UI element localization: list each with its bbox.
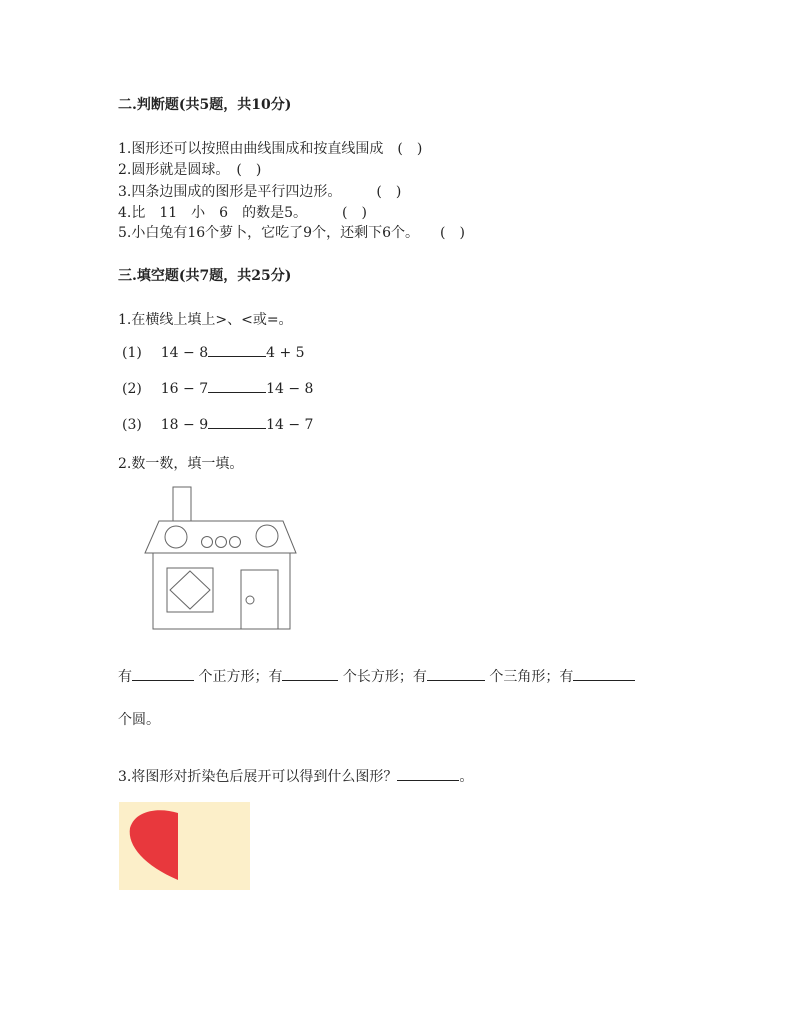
answer-blank-rectangles[interactable] <box>282 679 338 681</box>
chimney-rectangle <box>173 487 191 521</box>
judge-item-1: 1.图形还可以按照由曲线围成和按直线围成 ( ) <box>118 141 423 157</box>
q1-row-2 <box>122 381 313 397</box>
judge-item-5: 5.小白兔有16个萝卜，它吃了9个，还剩下6个。 ( ) <box>118 225 465 241</box>
q1-row-1 <box>122 345 305 361</box>
judge-item-3: 3.四条边围成的图形是平行四边形。 ( ) <box>118 184 402 200</box>
q2-fill-line <box>118 666 635 686</box>
q1-prompt: 1.在横线上填上>、<或=。 <box>118 312 293 328</box>
answer-blank[interactable] <box>397 779 459 781</box>
answer-blank[interactable] <box>208 427 266 429</box>
q1-row-num: (1) <box>122 345 142 361</box>
roof-circle-small-1 <box>202 537 213 548</box>
q2-text: 个正方形；有 <box>198 669 283 685</box>
q1-row-right: 14 − 8 <box>266 381 314 397</box>
roof-circle-small-3 <box>230 537 241 548</box>
window-square <box>167 568 213 612</box>
roof-circle-small-2 <box>216 537 227 548</box>
answer-blank-circles[interactable] <box>573 679 635 681</box>
q1-row-left: 14 − 8 <box>160 345 209 361</box>
answer-blank[interactable] <box>208 391 266 393</box>
q3-end: 。 <box>459 769 474 785</box>
roof-circle-large-left <box>165 526 187 548</box>
q1-row-left: 16 − 7 <box>160 381 209 397</box>
judge-item-2: 2.圆形就是圆球。 ( ) <box>118 162 262 178</box>
house-figure <box>140 484 305 634</box>
section2-heading: 二.判断题(共5题，共10分) <box>118 97 292 113</box>
q2-tail: 个圆。 <box>118 712 160 728</box>
answer-blank-squares[interactable] <box>132 679 194 681</box>
q1-row-right: 4 + 5 <box>266 345 305 361</box>
q1-row-right: 14 − 7 <box>266 417 314 433</box>
house-wall <box>153 553 290 629</box>
q2-text: 个长方形；有 <box>342 669 427 685</box>
section3-heading: 三.填空题(共7题，共25分) <box>118 268 292 284</box>
q2-prompt: 2.数一数，填一填。 <box>118 456 244 472</box>
q3-prompt: 3.将图形对折染色后展开可以得到什么图形？ <box>118 769 398 785</box>
door-knob-circle <box>246 596 254 604</box>
judge-item-4: 4.比 11 小 6 的数是5。 ( ) <box>118 205 367 221</box>
door-rectangle <box>241 570 278 629</box>
answer-blank-triangles[interactable] <box>427 679 485 681</box>
q2-text: 有 <box>118 669 132 685</box>
q1-row-num: (3) <box>122 417 142 433</box>
q1-row-num: (2) <box>122 381 142 397</box>
q3-prompt-line <box>118 766 473 786</box>
window-diamond <box>170 571 210 609</box>
roof-circle-large-right <box>256 525 278 547</box>
q1-row-3 <box>122 417 313 433</box>
answer-blank[interactable] <box>208 355 266 357</box>
q1-row-left: 18 − 9 <box>160 417 209 433</box>
half-heart-figure <box>119 802 250 890</box>
q2-text: 个三角形；有 <box>489 669 574 685</box>
